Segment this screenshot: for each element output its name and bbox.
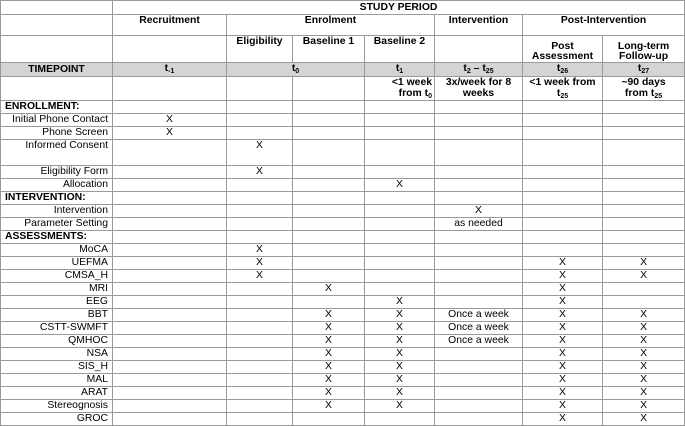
timepoint-label: TIMEPOINT: [1, 63, 113, 77]
post-assessment-header: Post Assessment: [523, 36, 603, 63]
cell-post: X: [523, 309, 603, 322]
table-row: [1, 114, 685, 127]
section-row: [1, 192, 685, 205]
section-assessments: ASSESSMENTS:: [1, 231, 113, 244]
timepoint-baseline2: $t_1$: [365, 63, 435, 77]
cell-post: X: [523, 270, 603, 283]
cell-baseline1: X: [293, 309, 365, 322]
timing-description-row: [1, 77, 685, 101]
row-label: CSTT-SWMFT: [1, 322, 113, 335]
intervention-header: Intervention: [435, 15, 523, 36]
longterm-header: Long-term Follow-up: [603, 36, 685, 63]
cell-baseline2: X: [365, 361, 435, 374]
cell-baseline1: X: [293, 335, 365, 348]
timepoint-longterm: $t_{27}$: [603, 63, 685, 77]
table-row: [1, 127, 685, 140]
table-row: [1, 257, 685, 270]
cell-baseline2: X: [365, 335, 435, 348]
cell-baseline2: X: [365, 400, 435, 413]
empty-cell: [113, 36, 227, 63]
longterm-timing: ~90 days from $t_{25}$: [603, 77, 685, 101]
cell-post: X: [523, 322, 603, 335]
table-row: [1, 244, 685, 257]
cell-recruit: X: [113, 114, 227, 127]
cell-baseline2: X: [365, 387, 435, 400]
cell-eligibility: X: [227, 244, 293, 257]
cell-post: X: [523, 374, 603, 387]
cell-post: X: [523, 348, 603, 361]
baseline1-header: Baseline 1: [293, 36, 365, 63]
empty-cell: [227, 77, 293, 101]
row-label: BBT: [1, 309, 113, 322]
timepoint-row: [1, 63, 685, 77]
cell-longterm: X: [603, 335, 685, 348]
table-row: [1, 374, 685, 387]
section-intervention: INTERVENTION:: [1, 192, 113, 205]
cell-eligibility: X: [227, 270, 293, 283]
table-row: [1, 348, 685, 361]
cell-baseline2: X: [365, 179, 435, 192]
row-label: Phone Screen: [1, 127, 113, 140]
row-label: MRI: [1, 283, 113, 296]
row-label: Allocation: [1, 179, 113, 192]
cell-longterm: X: [603, 400, 685, 413]
table-row: [1, 283, 685, 296]
eligibility-header: Eligibility: [227, 36, 293, 63]
section-row: [1, 101, 685, 114]
intervention-timing: 3x/week for 8 weeks: [435, 77, 523, 101]
row-label: CMSA_H: [1, 270, 113, 283]
cell-baseline1: X: [293, 322, 365, 335]
cell-post: X: [523, 361, 603, 374]
cell-baseline2: X: [365, 296, 435, 309]
empty-cell: [1, 1, 113, 15]
table-row: [1, 309, 685, 322]
section-row: [1, 231, 685, 244]
table-row: [1, 413, 685, 426]
cell-post: X: [523, 283, 603, 296]
cell-longterm: X: [603, 387, 685, 400]
cell-longterm: X: [603, 309, 685, 322]
recruitment-header: Recruitment: [113, 15, 227, 36]
row-label: QMHOC: [1, 335, 113, 348]
cell-recruit: X: [113, 127, 227, 140]
timepoint-recruit: $t_{-1}$: [113, 63, 227, 77]
table-row: [1, 296, 685, 309]
empty-cell: [1, 77, 113, 101]
cell-intervention: as needed: [435, 218, 523, 231]
row-label: ARAT: [1, 387, 113, 400]
row-label: MAL: [1, 374, 113, 387]
cell-longterm: X: [603, 348, 685, 361]
enrolment-header: Enrolment: [227, 15, 435, 36]
cell-post: X: [523, 257, 603, 270]
table-row: [1, 335, 685, 348]
table-row: [1, 140, 685, 166]
baseline2-header: Baseline 2: [365, 36, 435, 63]
cell-baseline1: X: [293, 283, 365, 296]
cell-baseline1: X: [293, 400, 365, 413]
study-period-header: STUDY PERIOD: [113, 1, 685, 15]
table-row: [1, 387, 685, 400]
cell-intervention: Once a week: [435, 309, 523, 322]
row-label: Stereognosis: [1, 400, 113, 413]
cell-intervention: Once a week: [435, 335, 523, 348]
timepoint-enrol: $t_0$: [227, 63, 365, 77]
empty-cell: [1, 36, 113, 63]
row-label: Initial Phone Contact: [1, 114, 113, 127]
cell-post: X: [523, 335, 603, 348]
table-row: [1, 218, 685, 231]
cell-eligibility: X: [227, 166, 293, 179]
cell-longterm: X: [603, 322, 685, 335]
cell-baseline2: X: [365, 309, 435, 322]
section-enrollment: ENROLLMENT:: [1, 101, 113, 114]
cell-baseline2: X: [365, 348, 435, 361]
cell-baseline1: X: [293, 387, 365, 400]
row-label: NSA: [1, 348, 113, 361]
empty-cell: [293, 77, 365, 101]
post-intervention-header: Post-Intervention: [523, 15, 685, 36]
table-row: [1, 205, 685, 218]
phase-header-row: [1, 15, 685, 36]
table-row: [1, 361, 685, 374]
table-row: [1, 179, 685, 192]
row-label: EEG: [1, 296, 113, 309]
cell-longterm: X: [603, 374, 685, 387]
study-period-row: [1, 1, 685, 15]
row-label: UEFMA: [1, 257, 113, 270]
baseline2-timing: <1 week from $t_0$: [365, 77, 435, 101]
empty-cell: [1, 15, 113, 36]
cell-intervention: Once a week: [435, 322, 523, 335]
cell-eligibility: X: [227, 140, 293, 166]
cell-longterm: X: [603, 361, 685, 374]
cell-baseline1: X: [293, 348, 365, 361]
cell-baseline2: X: [365, 374, 435, 387]
cell-longterm: X: [603, 270, 685, 283]
table-row: [1, 322, 685, 335]
cell-post: X: [523, 400, 603, 413]
subphase-header-row: [1, 36, 685, 63]
row-label: Eligibility Form: [1, 166, 113, 179]
table-row: [1, 270, 685, 283]
cell-post: X: [523, 387, 603, 400]
empty-cell: [113, 77, 227, 101]
cell-baseline2: X: [365, 322, 435, 335]
cell-eligibility: X: [227, 257, 293, 270]
cell-baseline1: X: [293, 361, 365, 374]
row-label: GROC: [1, 413, 113, 426]
row-label: MoCA: [1, 244, 113, 257]
timepoint-intervention: $t_2 - t_{25}$: [435, 63, 523, 77]
cell-longterm: X: [603, 413, 685, 426]
post-timing: <1 week from $t_{25}$: [523, 77, 603, 101]
row-label: Intervention: [1, 205, 113, 218]
table-row: [1, 166, 685, 179]
cell-intervention: X: [435, 205, 523, 218]
empty-cell: [435, 36, 523, 63]
row-label: Parameter Setting: [1, 218, 113, 231]
cell-baseline1: X: [293, 374, 365, 387]
row-label: SIS_H: [1, 361, 113, 374]
table-row: [1, 400, 685, 413]
cell-post: X: [523, 413, 603, 426]
cell-longterm: X: [603, 257, 685, 270]
row-label: Informed Consent: [1, 140, 113, 166]
timepoint-post: $t_{26}$: [523, 63, 603, 77]
cell-post: X: [523, 296, 603, 309]
